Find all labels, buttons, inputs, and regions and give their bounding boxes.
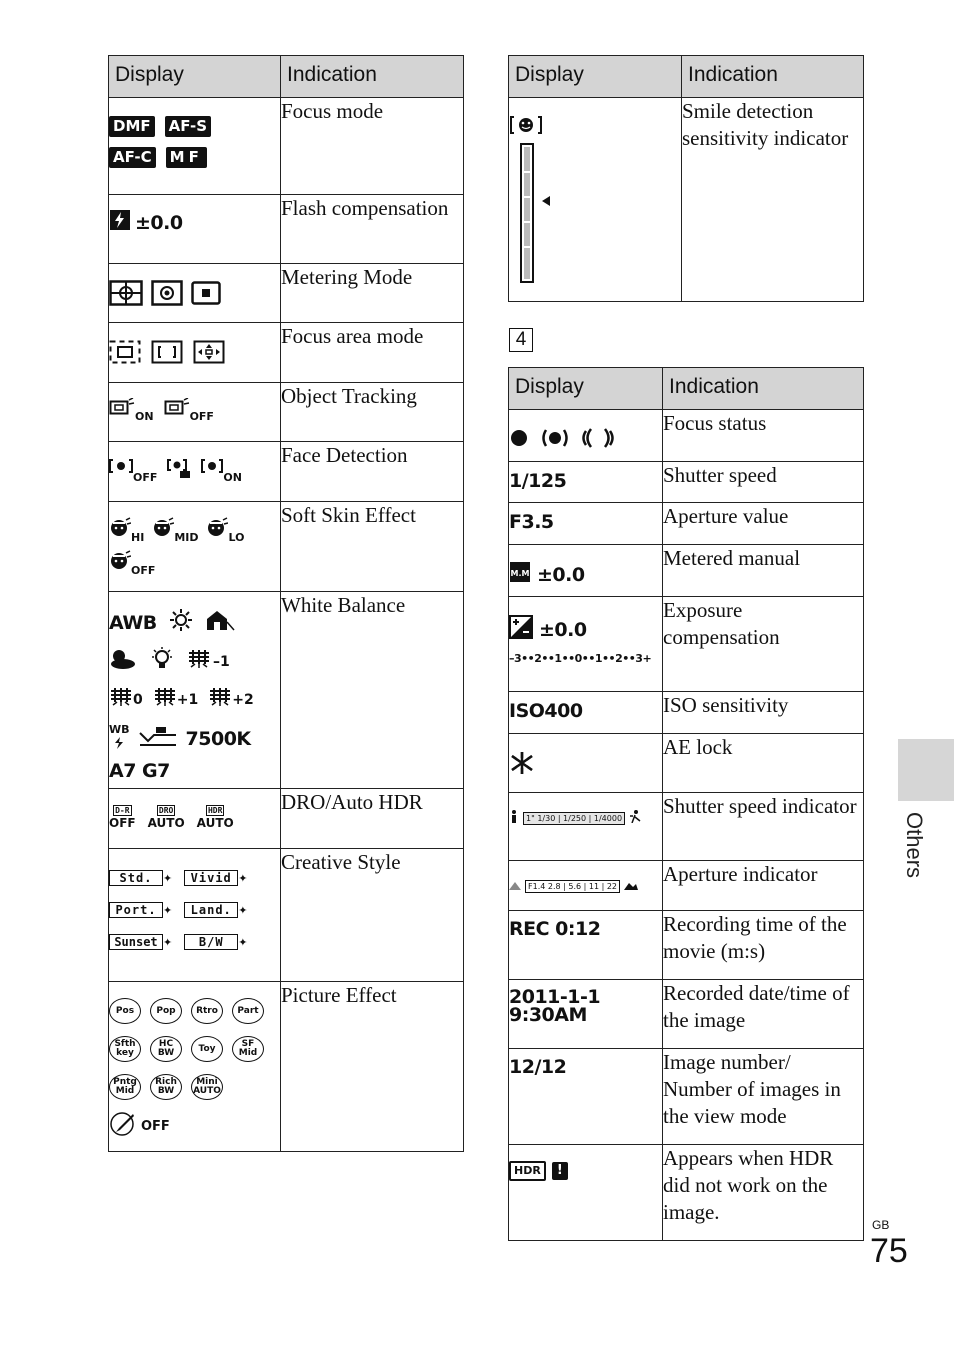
object-tracking-icon [164,398,190,423]
color-temperature-icon [138,725,178,752]
image-number-value: 12/12 [509,1056,567,1078]
indication-white-balance: White Balance [281,592,464,789]
header-display: Display [509,56,682,98]
face-detection-icon [109,457,133,484]
table-row [109,502,464,592]
table-row [109,849,464,982]
table-row [509,793,864,861]
fluorescent-icon [153,686,177,713]
fluorescent-icon [187,648,213,675]
soft-skin-icon [109,550,131,577]
table-row [109,982,464,1152]
table-row [509,734,864,793]
exposure-compensation-value: ±0.0 [539,618,587,641]
indication-dro-auto-hdr: DRO/Auto HDR [281,789,464,849]
indication-flash-compensation: Flash compensation [281,195,464,264]
indication-focus-mode: Focus mode [281,98,464,195]
fluorescent-plus2: +2 [208,686,253,713]
picture-effect-icon: Rich BW [150,1074,182,1100]
dro-off: D-R OFF [109,806,136,830]
exposure-compensation-icon [509,615,533,644]
indication-shutter-speed: Shutter speed [663,462,864,503]
table-row [109,264,464,323]
side-tab [898,739,954,801]
focus-confirmed-continuous-icon [539,426,571,455]
indication-picture-effect: Picture Effect [281,982,464,1152]
wide-focus-area-icon [109,340,141,369]
metered-manual-value: ±0.0 [537,563,585,586]
flash-compensation-icon [109,209,131,236]
table-row [109,195,464,264]
center-weighted-metering-icon [151,280,183,311]
shade-icon [205,608,235,637]
header-indication: Indication [663,368,864,410]
object-tracking-icon [109,398,135,423]
color-temperature-value: 7500K [185,727,251,750]
person-moving-icon [629,809,641,828]
soft-skin-icon [152,517,174,544]
header-indication: Indication [682,56,864,98]
flash-compensation-value: ±0.0 [135,211,183,234]
object-tracking-off: OFF [164,398,214,423]
indication-hdr-warning: Appears when HDR did not work on the image. [663,1145,864,1241]
shallow-depth-icon [509,877,521,895]
right-top-display-table [508,55,864,302]
af-s-icon: AF-S [165,116,211,137]
indication-recording-time: Recording time of the movie (m:s) [663,911,864,980]
ae-lock-icon [509,763,535,780]
table-row [509,1049,864,1145]
paintbrush-icon [109,1112,139,1141]
recorded-time-value: 9:30AM [509,1004,587,1026]
soft-skin-lo: LO [206,517,244,544]
side-tab-label: Others [902,812,927,879]
indication-face-detection: Face Detection [281,442,464,502]
table-row [109,789,464,849]
fluorescent-0: 0 [109,686,143,713]
header-indication: Indication [281,56,464,98]
style-portrait: Port. ✦ [109,901,172,919]
dmf-icon: DMF [109,116,155,137]
exposure-scale: –3••2••1••0••1••2••3+ [509,652,652,665]
smile-sensitivity-icon [509,271,559,288]
indication-metering-mode: Metering Mode [281,264,464,323]
table-row [509,597,864,692]
face-detection-registered-icon [167,457,191,484]
deep-depth-icon [624,877,638,895]
recorded-date-value: 2011-1-1 [509,986,601,1008]
dro-auto: DRO AUTO [147,806,185,830]
aperture-value: F3.5 [509,511,554,533]
center-focus-area-icon [151,340,183,369]
table-row [109,98,464,195]
left-display-table [108,55,464,1152]
object-tracking-on: ON [109,398,154,423]
soft-skin-off: OFF [109,550,155,577]
soft-skin-icon [206,517,228,544]
table-row [509,545,864,597]
picture-effect-icon: Toy [191,1036,223,1062]
table-row [509,980,864,1049]
face-detection-off: OFF [109,457,157,484]
indication-creative-style: Creative Style [281,849,464,982]
cloudy-icon [109,648,137,675]
awb-label: AWB [109,611,157,634]
indication-iso-sensitivity: ISO sensitivity [663,692,864,734]
soft-skin-icon [109,517,131,544]
metered-manual-icon [509,561,531,588]
multi-segment-metering-icon [109,280,143,311]
header-display: Display [109,56,281,98]
indication-exposure-compensation: Exposure compensation [663,597,864,692]
style-sunset: Sunset ✦ [109,933,172,951]
person-still-icon [509,809,519,828]
mf-icon: MF [166,147,207,168]
color-filter-value: A7 G7 [109,760,170,782]
picture-effect-icon: Rtro [191,998,223,1024]
table-row [509,692,864,734]
picture-effect-icon: Pos [109,998,141,1024]
flexible-spot-focus-area-icon [193,340,225,369]
table-row [109,323,464,383]
style-landscape: Land. ✦ [184,901,247,919]
indication-metered-manual: Metered manual [663,545,864,597]
indication-focus-area-mode: Focus area mode [281,323,464,383]
af-c-icon: AF-C [109,147,156,168]
table-row [109,442,464,502]
hdr-icon: HDR [509,1161,546,1181]
fluorescent-minus1: –1 [187,648,230,675]
svg-text:M.M: M.M [510,569,530,578]
indication-focus-status: Focus status [663,410,864,462]
fluorescent-icon [208,686,232,713]
indication-soft-skin-effect: Soft Skin Effect [281,502,464,592]
table-row [509,98,864,302]
table-row [509,861,864,911]
fluorescent-plus1: +1 [153,686,198,713]
table-row [109,592,464,789]
soft-skin-mid: MID [152,517,198,544]
table-row [509,911,864,980]
indication-image-number: Image number/ Number of images in the view mode [663,1049,864,1145]
shutter-speed-value: 1/125 [509,470,567,492]
picture-effect-icon: Part [232,998,264,1024]
focus-locked-icon [509,428,529,453]
indication-ae-lock: AE lock [663,734,864,793]
picture-effect-icon: Sfth key [109,1036,141,1062]
picture-effect-icon: Pntg Mid [109,1074,141,1100]
picture-effect-off: OFF [141,1119,170,1134]
picture-effect-icon: SF Mid [232,1036,264,1062]
flash-wb-icon [112,736,126,754]
face-detection-on: ON [201,457,242,484]
picture-effect-icon: HC BW [150,1036,182,1062]
incandescent-icon [149,647,175,676]
style-standard: Std. ✦ [109,869,172,887]
table-row [509,503,864,545]
flash-wb: WB [109,723,130,754]
indication-recorded-date-time: Recorded date/time of the image [663,980,864,1049]
table-row [509,410,864,462]
aperture-scale: F1.4 2.8 | 5.6 | 11 | 22 [525,880,620,893]
header-display: Display [509,368,663,410]
page-region: GB [872,1218,890,1232]
indication-smile-detection: Smile detection sensitivity indicator [682,98,864,302]
indication-aperture-value: Aperture value [663,503,864,545]
recording-time-value: REC 0:12 [509,918,601,940]
hdr-auto: HDR AUTO [196,806,234,830]
soft-skin-hi: HI [109,517,144,544]
table-row [109,383,464,442]
indication-shutter-speed-indicator: Shutter speed indicator [663,793,864,861]
focusing-icon [581,426,615,455]
picture-effect-icon: Pop [150,998,182,1024]
section-number: 4 [509,328,533,352]
indication-aperture-indicator: Aperture indicator [663,861,864,911]
fluorescent-icon [109,686,133,713]
picture-effect-icon: Mini AUTO [191,1074,223,1100]
face-detection-icon [201,457,223,484]
spot-metering-icon [191,280,221,311]
style-vivid: Vivid ✦ [184,869,247,887]
warning-icon: ! [552,1162,568,1180]
page-number: 75 [870,1232,908,1270]
table-row [509,1145,864,1241]
iso-value: ISO400 [509,700,583,722]
style-bw: B/W ✦ [184,933,247,951]
indication-object-tracking: Object Tracking [281,383,464,442]
table-row [509,462,864,503]
shutter-speed-scale: 1" 1/30 | 1/250 | 1/4000 [523,812,625,825]
daylight-icon [169,608,193,637]
right-display-table [508,367,864,1241]
